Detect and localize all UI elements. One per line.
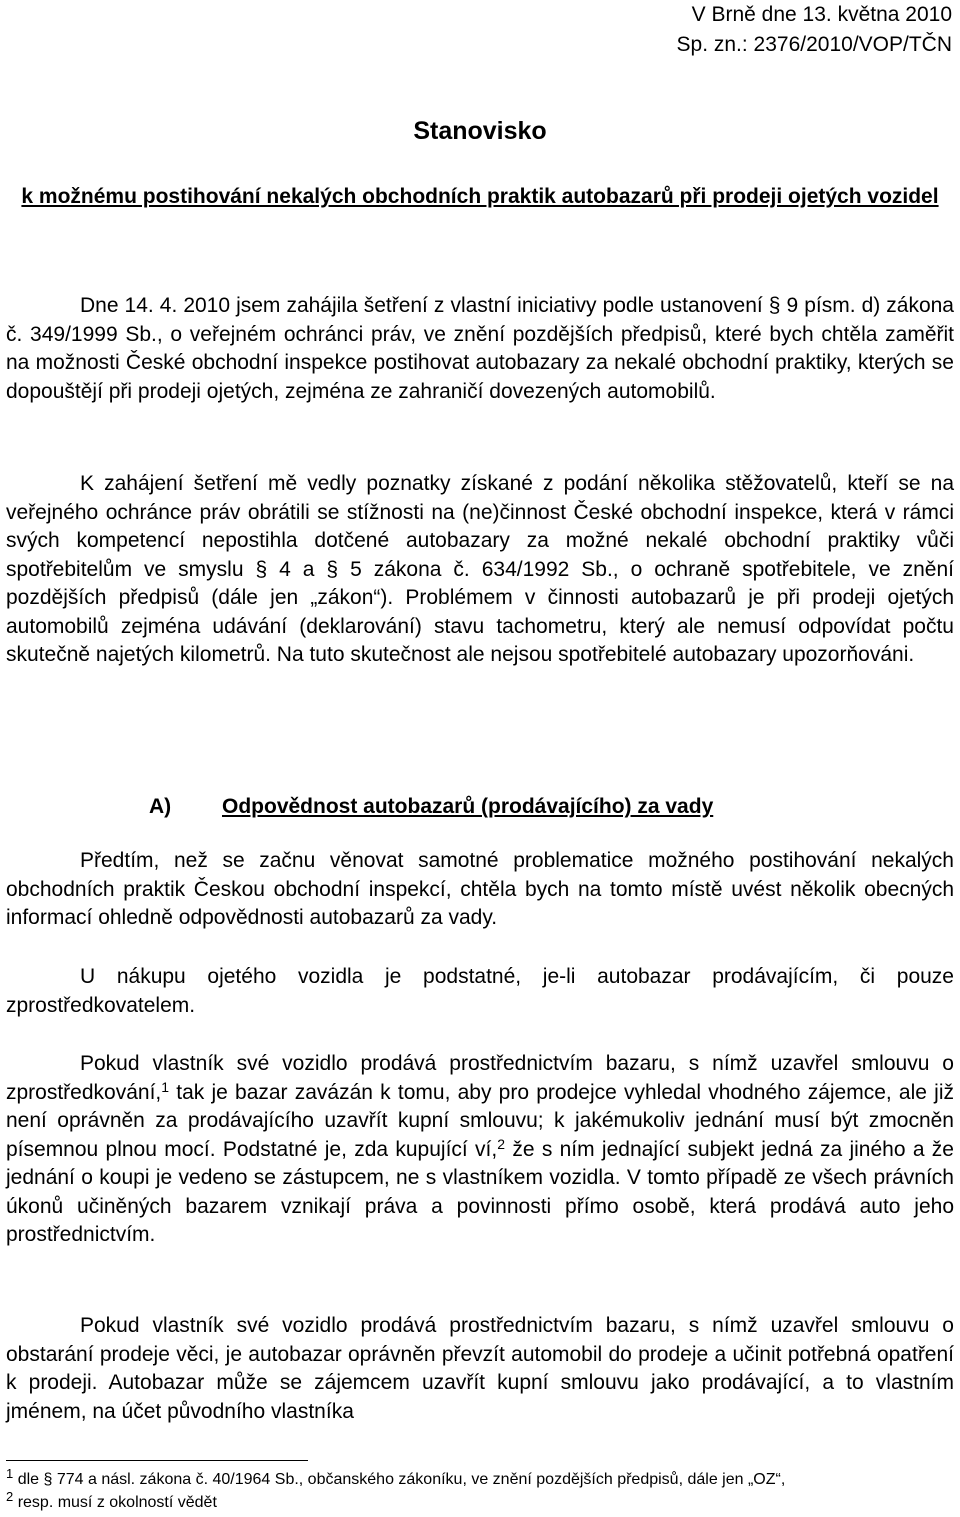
footnote-ref-2[interactable]: 2 — [497, 1135, 506, 1152]
footnote-separator — [6, 1460, 308, 1461]
footnote-mark: 1 — [6, 1466, 14, 1481]
section-letter: A) — [149, 795, 172, 818]
document-title: Stanovisko — [413, 117, 547, 145]
paragraph-5-part-a: Pokud vlastník své vozidlo prodává prostřednictvím bazaru, s nímž uzavřel smlouvu o zprostředkování, — [6, 1052, 954, 1104]
section-title: Odpovědnost autobazarů (prodávajícího) za vady — [222, 795, 714, 818]
paragraph-1: Dne 14. 4. 2010 jsem zahájila šetření z vlastní iniciativy podle ustanovení § 9 písm. d) zákona č. 349/1999 Sb., o veřejném ochránci práv, ve znění pozdějších předpisů, které bych chtěla zaměřit na možnosti České obchodní inspekce postihovat autobazary za nekalé obchodní praktiky, kterých se dopouštějí při prodeji ojetých, zejména ze zahraničí dovezených automobilů. — [6, 294, 954, 403]
paragraph-4: U nákupu ojetého vozidla je podstatné, je-li autobazar prodávajícím, či pouze zprostředkovatelem. — [6, 965, 954, 1017]
footnote-text: dle § 774 a násl. zákona č. 40/1964 Sb., občanského zákoníku, ve znění pozdějších předpisů, dále jen „OZ“, — [17, 1471, 786, 1488]
footnote-2 — [6, 1489, 954, 1513]
paragraph-5-part-b: tak je bazar zavázán k tomu, aby pro prodejce vyhledal vhodného zájemce, ale již není oprávněn za prodávajícího uzavřít kupní smlouvu; k jakémukoliv jednání musí být zmocněn písemnou plnou mocí. Podstatné je, zda kupující ví, — [6, 1080, 954, 1161]
header-reference: Sp. zn.: 2376/2010/VOP/TČN — [676, 33, 952, 56]
footnote-1 — [6, 1466, 954, 1490]
paragraph-6: Pokud vlastník své vozidlo prodává prostřednictvím bazaru, s nímž uzavřel smlouvu o obstarání prodeje věci, je autobazar oprávněn převzít automobil do prodeje a učinit potřebná opatření k prodeji. Autobazar může se zájemcem uzavřít kupní smlouvu jako prodávající, a to vlastním jménem, na účet původního vlastníka — [6, 1314, 954, 1423]
document-subtitle: k možnému postihování nekalých obchodních praktik autobazarů při prodeji ojetých vozidel — [21, 185, 939, 208]
footnote-mark: 2 — [6, 1489, 14, 1504]
header-place-date: V Brně dne 13. května 2010 — [691, 3, 952, 26]
footnote-text: resp. musí z okolností vědět — [17, 1494, 217, 1511]
paragraph-3: Předtím, než se začnu věnovat samotné problematice možného postihování nekalých obchodních praktik Českou obchodní inspekcí, chtěla bych na tomto místě uvést několik obecných informací ohledně odpovědnosti autobazarů za vady. — [6, 849, 954, 929]
paragraph-5-part-c: že s ním jednající subjekt jedná za jiného a že jednání o koupi je vedeno se zástupcem, ne s vlastníkem vozidla. V tomto případě ze všech právních úkonů učiněných bazarem vznikají práva a povinnosti přímo osobě, která prodává auto jeho prostřednictvím. — [6, 1137, 954, 1246]
paragraph-2: K zahájení šetření mě vedly poznatky získané z podání několika stěžovatelů, kteří se na veřejného ochránce práv obrátili se stížnosti na (ne)činnost České obchodní inspekce, která v rámci svých kompetencí nepostihla dotčené autobazary za možné nekalé obchodní praktiky vůči spotřebitelům ve smyslu § 4 a § 5 zákona č. 634/1992 Sb., o ochraně spotřebitele, ve znění pozdějších předpisů (dále jen „zákon“). Problémem v činnosti autobazarů je při prodeji ojetých automobilů zejména udávání (deklarování) stavu tachometru, který ale nemusí odpovídat počtu skutečně najetých kilometrů. Na tuto skutečnost ale nejsou spotřebitelé autobazary upozorňováni. — [6, 472, 954, 666]
footnote-ref-1[interactable]: 1 — [161, 1078, 170, 1095]
paragraph-5 — [6, 1050, 954, 1250]
